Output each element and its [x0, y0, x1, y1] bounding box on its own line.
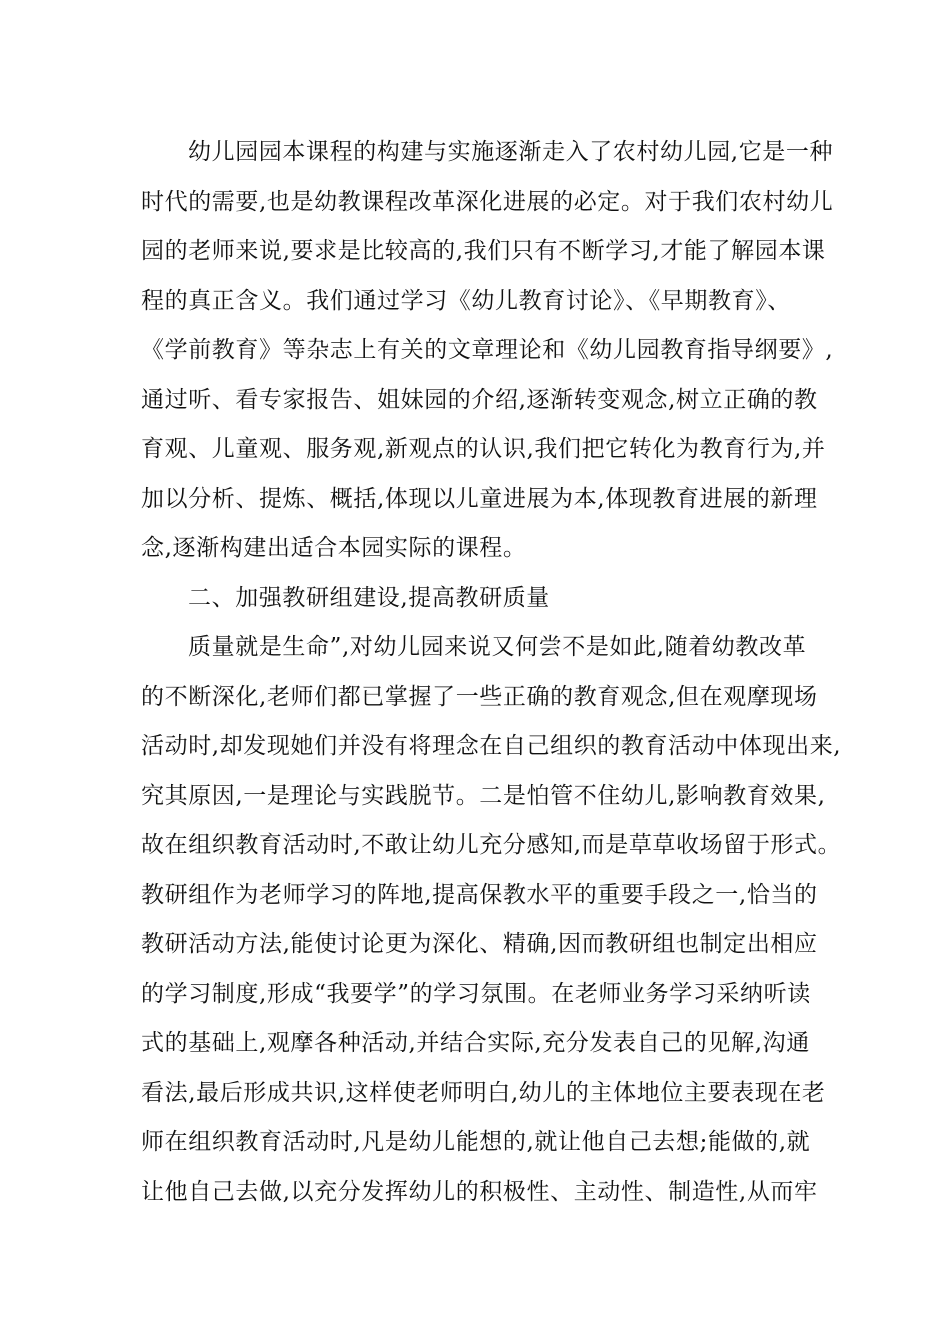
paragraph-quality-is-life: [141, 623, 842, 1217]
text-line: 《学前教育》等杂志上有关的文章理论和《幼儿园教育指导纲要》,: [141, 337, 834, 363]
text-line: 究其原因,一是理论与实践脱节。二是怕管不住幼儿,影响教育效果,: [141, 782, 826, 809]
text-line: 时代的需要,也是幼教课程改革深化进展的必定。对于我们农村幼儿: [141, 188, 834, 215]
text-line: 程的真正含义。我们通过学习《幼儿教育讨论》、《早期教育》、: [141, 287, 791, 314]
text-line: 故在组织教育活动时,不敢让幼儿充分感知,而是草草收场留于形式。: [141, 832, 842, 858]
text-line: 师在组织教育活动时,凡是幼儿能想的,就让他自己去想;能做的,就: [141, 1129, 811, 1155]
text-line: 育观、儿童观、服务观,新观点的认识,我们把它转化为教育行为,并: [141, 436, 826, 462]
text-line: 教研组作为老师学习的阵地,提高保教水平的重要手段之一,恰当的: [141, 881, 818, 908]
document-body: [141, 128, 842, 1217]
text-line: 式的基础上,观摩各种活动,并结合实际,充分发表自己的见解,沟通: [141, 1030, 810, 1056]
text-line: 质量就是生命”,对幼儿园来说又何尝不是如此,随着幼教改革: [188, 634, 807, 660]
paragraph-kindergarten-curriculum: [141, 128, 834, 574]
text-line: 教研活动方法,能使讨论更为深化、精确,因而教研组也制定出相应: [141, 931, 818, 957]
text-line: 通过听、看专家报告、姐妹园的介绍,逐渐转变观念,树立正确的教: [141, 386, 818, 413]
text-line: 看法,最后形成共识,这样使老师明白,幼儿的主体地位主要表现在老: [141, 1079, 826, 1106]
text-line: 念,逐渐构建出适合本园实际的课程。: [141, 535, 527, 561]
text-line: 让他自己去做,以充分发挥幼儿的积极性、主动性、制造性,从而牢: [141, 1178, 818, 1205]
text-line: 加以分析、提炼、概括,体现以儿童进展为本,体现教育进展的新理: [141, 485, 818, 512]
text-line: 的学习制度,形成“我要学”的学习氛围。在老师业务学习采纳听读: [141, 980, 811, 1007]
text-line: 园的老师来说,要求是比较高的,我们只有不断学习,才能了解园本课: [141, 238, 826, 264]
text-line: 的不断深化,老师们都已掌握了一些正确的教育观念,但在观摩现场: [141, 683, 818, 710]
text-line: 幼儿园园本课程的构建与实施逐渐走入了农村幼儿园,它是一种: [188, 139, 834, 165]
section-heading-teaching-research: [141, 574, 813, 624]
text-line: 活动时,却发现她们并没有将理念在自己组织的教育活动中体现出来,: [141, 733, 842, 759]
section-heading: 二、加强教研组建设,提高教研质量: [188, 584, 550, 611]
